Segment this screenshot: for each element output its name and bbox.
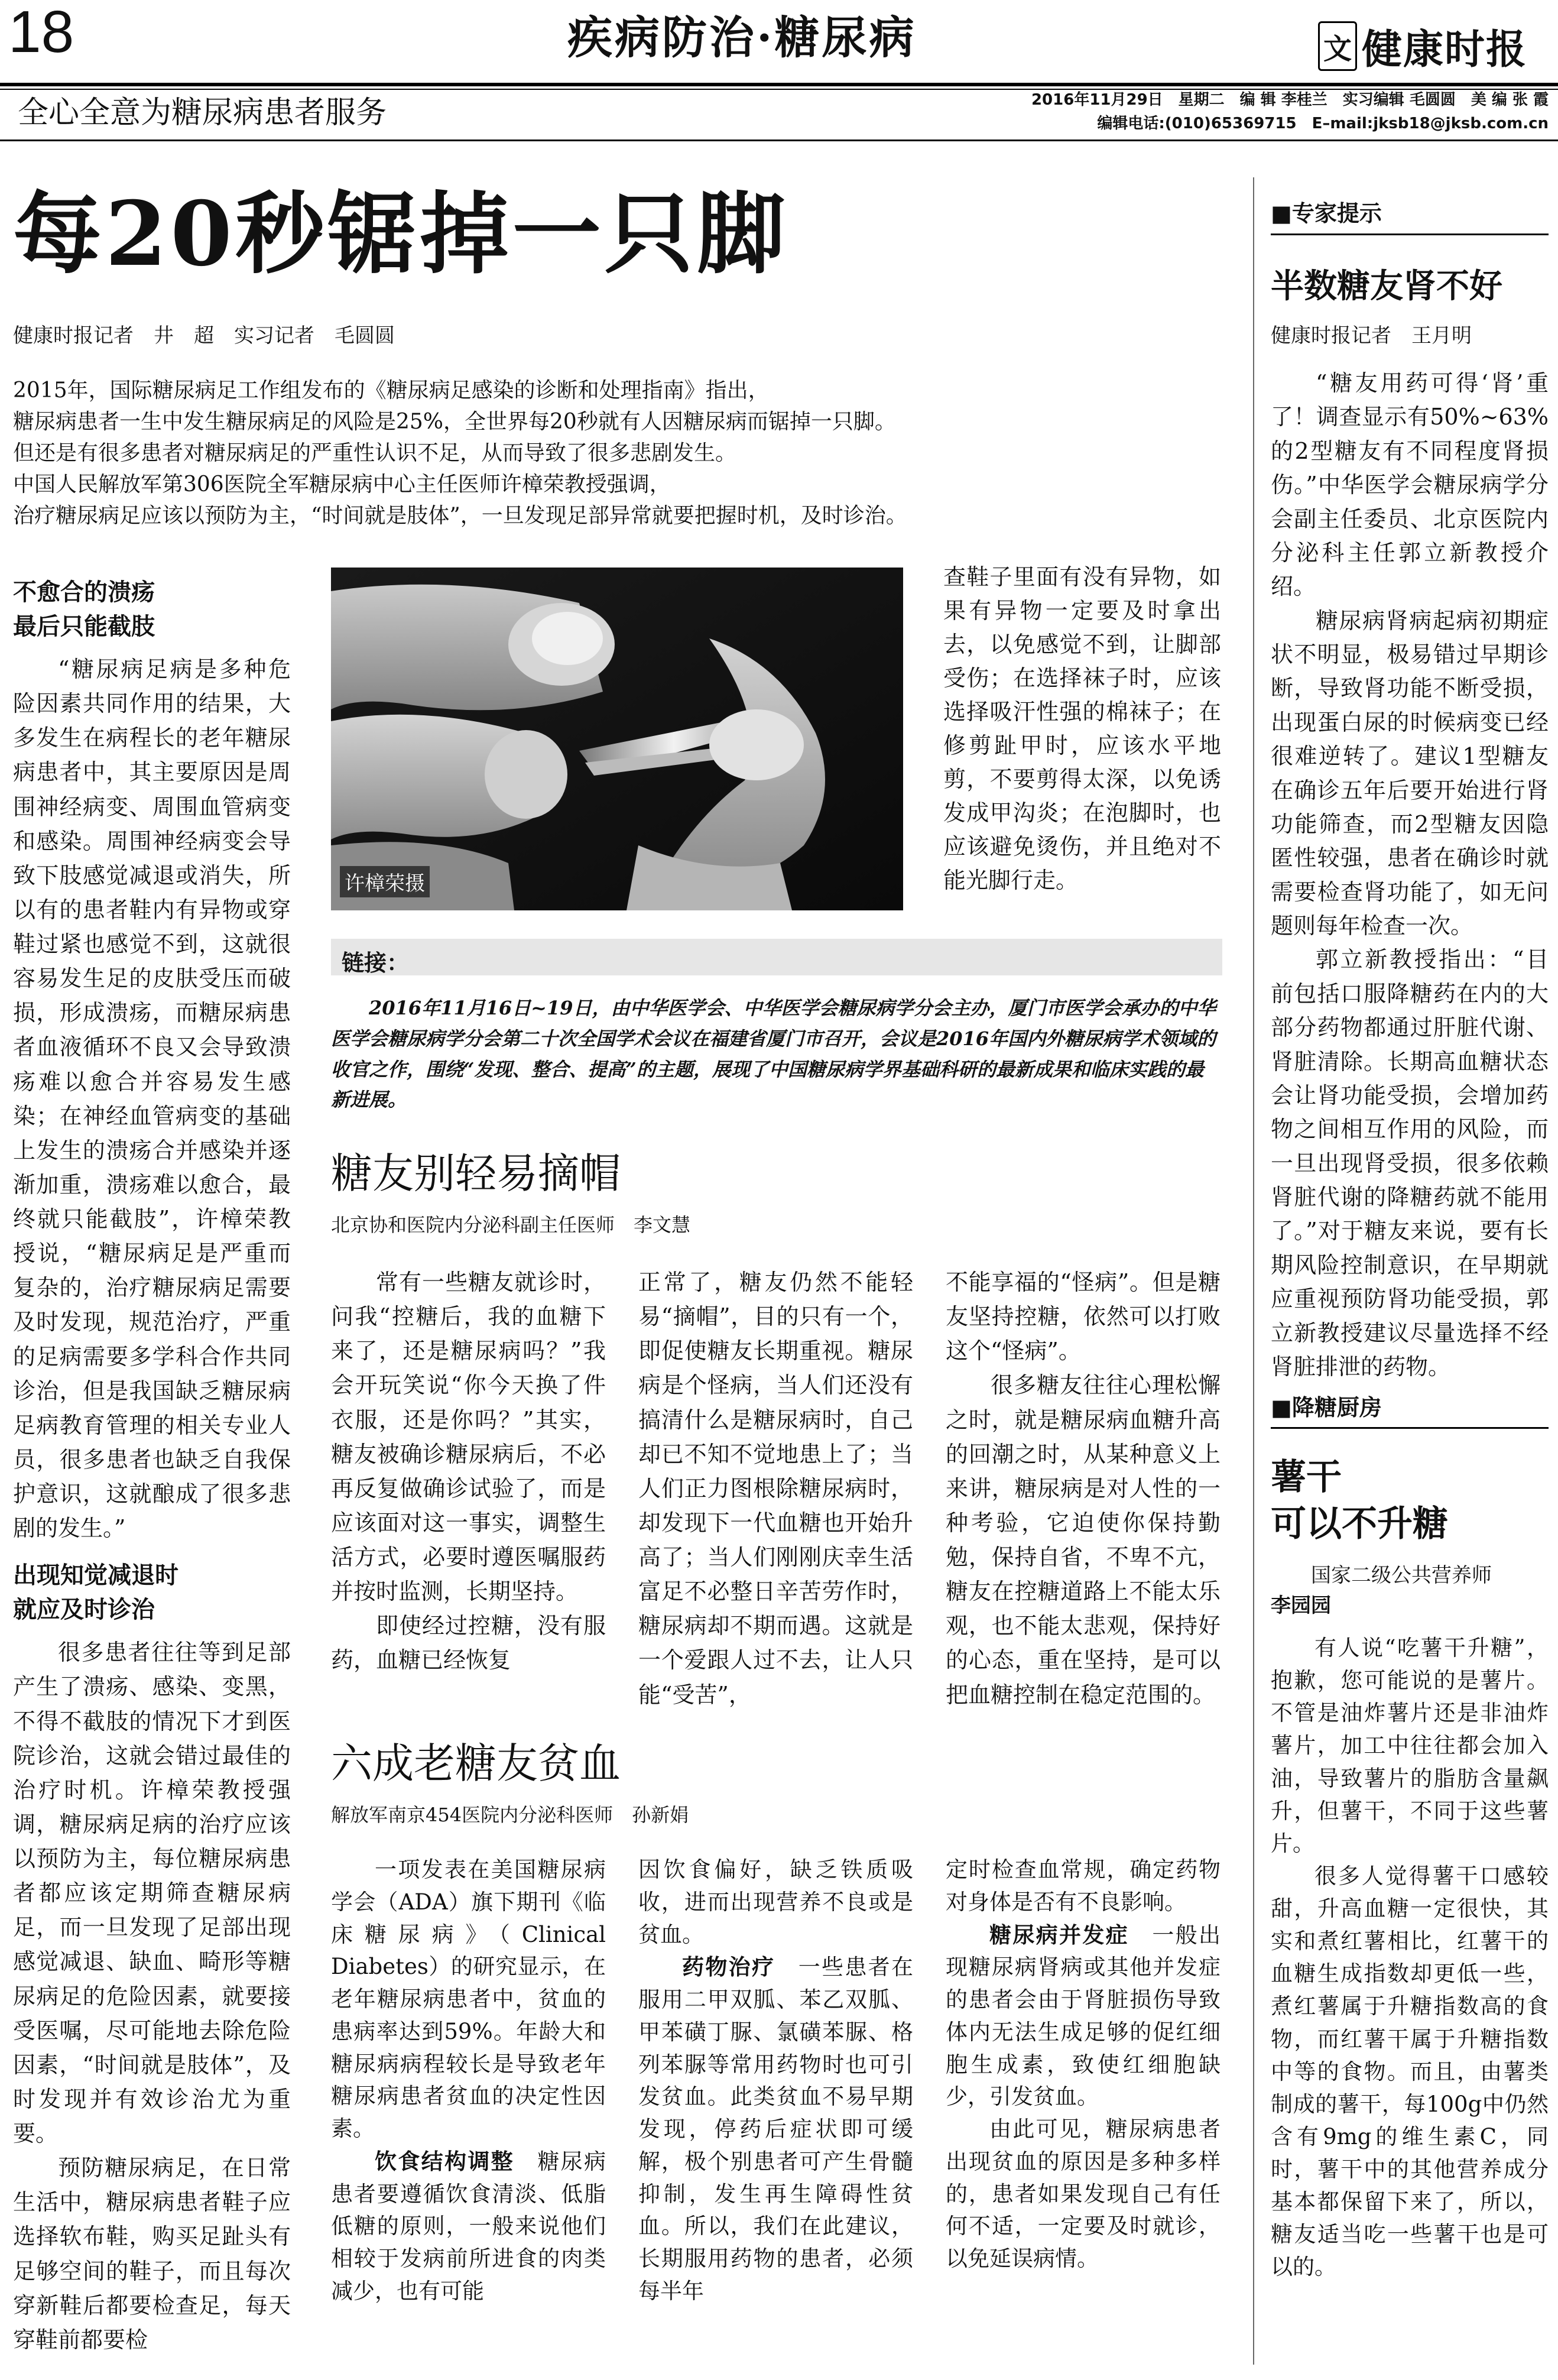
photo-caption: 许樟荣摄 <box>340 866 430 897</box>
article2-column <box>638 1265 913 1712</box>
kitchen-title-line: 可以不升糖 <box>1271 1503 1448 1545</box>
editor-contact-line: 编辑电话:(010)65369715 E–mail:jksb18@jksb.com.cn <box>1097 115 1549 132</box>
article3-title: 六成老糖友贫血 <box>331 1739 621 1788</box>
expert-byline: 健康时报记者 王月明 <box>1271 324 1472 348</box>
lead-line: 治疗糖尿病足应该以预防为主，“时间就是肢体”，一旦发现足部异常就要把握时机，及时诊治。 <box>13 503 907 528</box>
kitchen-title-line: 薯干 <box>1271 1457 1342 1498</box>
inline-subhead: 饮食结构调整 <box>375 2148 514 2174</box>
article2-column <box>946 1265 1221 1712</box>
expert-tips-header: ■专家提示 <box>1271 200 1382 226</box>
article3-column <box>946 1854 1221 2275</box>
subheading-line: 不愈合的溃疡 <box>13 579 155 606</box>
kitchen-header-rule <box>1271 1427 1549 1429</box>
lead-line: 中国人民解放军第306医院全军糖尿病中心主任医师许樟荣教授强调， <box>13 472 671 497</box>
body-paragraph: “糖友用药可得‘肾’重了！调查显示有50%~63%的2型糖友有不同程度肾损伤。”中华医学会糖尿病学分会副主任委员、北京医院内分泌科主任郭立新教授介绍。 <box>1271 370 1549 600</box>
page-number: 18 <box>8 0 74 65</box>
kitchen-body <box>1271 1632 1549 2284</box>
masthead-divider <box>0 140 1558 141</box>
article2-byline: 北京协和医院内分泌科副主任医师 李文慧 <box>331 1214 691 1236</box>
article3-byline: 解放军南京454医院内分泌科医师 孙新娟 <box>331 1804 689 1826</box>
newspaper-logo <box>1318 18 1554 74</box>
photo-illustration <box>331 568 903 910</box>
top-divider <box>0 83 1558 86</box>
main-byline: 健康时报记者 井 超 实习记者 毛圆圆 <box>13 324 395 348</box>
body-paragraph: 由此可见，糖尿病患者出现贫血的原因是多种多样的，患者如果发现自己有任何不适，一定要及时就诊，以免延误病情。 <box>946 2116 1221 2271</box>
expert-header-rule <box>1271 234 1549 235</box>
link-text: 2016年11月16日~19日，由中华医学会、中华医学会糖尿病学分会主办，厦门市医学会承办的中华医学会糖尿病学分会第二十次全国学术会议在福建省厦门市召开，会议是2016年国内外糖尿病学术领域的收官之作，围绕“发现、整合、提高”的主题，展现了中国糖尿病学界基础科研的最新成果和临床实践的最新进展。 <box>331 997 1216 1111</box>
kitchen-title <box>1271 1454 1448 1548</box>
article3-column <box>331 1854 606 2308</box>
subheading-line: 出现知觉减退时 <box>13 1562 178 1590</box>
slogan: 全心全意为糖尿病患者服务 <box>18 95 387 131</box>
inline-subhead: 糖尿病并发症 <box>989 1921 1129 1948</box>
lead-line: 糖尿病患者一生中发生糖尿病足的风险是25%，全世界每20秒就有人因糖尿病而锯掉一只脚。 <box>13 409 896 434</box>
article2-title: 糖友别轻易摘帽 <box>331 1149 621 1198</box>
lead-line: 但还是有很多患者对糖尿病足的严重性认识不足，从而导致了很多悲剧发生。 <box>13 440 737 465</box>
logo-icon: 文 <box>1318 21 1357 71</box>
toenail-trimming-photo <box>331 568 903 910</box>
body-paragraph: 糖尿病肾病起病初期症状不明显，极易错过早期诊断，导致肾功能不断受损，出现蛋白尿的时候病变已经很难逆转了。建议1型糖友在确诊五年后要开始进行肾功能筛查，而2型糖友因隐匿性较强，患者在确诊时就需要检查肾功能了，如无问题则每年检查一次。 <box>1271 607 1549 939</box>
body-paragraph: 常有一些糖友就诊时，问我“控糖后，我的血糖下来了，还是糖尿病吗？”我会开玩笑说“你今天换了件衣服，还是你吗？”其实，糖友被确诊糖尿病后，不必再反复做确诊试验了，而是应该面对这一事实，调整生活方式，必要时遵医嘱服药并按时监测，长期坚持。 <box>331 1269 606 1605</box>
main-article-continued: 查鞋子里面有没有异物，如果有异物一定要及时拿出去，以免感觉不到，让脚部受伤；在选择袜子时，应该选择吸汗性强的棉袜子；在修剪趾甲时，应该水平地剪，不要剪得太深，以免诱发成甲沟炎；在泡脚时，也应该避免烫伤，并且绝对不能光脚行走。 <box>943 564 1221 893</box>
body-paragraph: 郭立新教授指出：“目前包括口服降糖药在内的大部分药物都通过肝脏代谢、肾脏清除。长期高血糖状态会让肾功能受损，会增加药物之间相互作用的风险，而一旦出现肾受损，很多依赖肾脏代谢的降糖药就不能用了。”对于糖友来说，要有长期风险控制意识，在早期就应重视预防肾功能受损，郭立新教授建议尽量选择不经肾脏排泄的药物。 <box>1271 946 1549 1380</box>
body-paragraph: 有人说“吃薯干升糖”，抱歉，您可能说的是薯片。不管是油炸薯片还是非油炸薯片，加工中往往都会加入油，导致薯片的脂肪含量飙升，但薯干，不同于这些薯片。 <box>1271 1635 1549 1856</box>
byline-name: 李园园 <box>1271 1594 1331 1617</box>
logo-text: 健康时报 <box>1362 25 1528 73</box>
inline-text: 一般出现糖尿病肾病或其他并发症的患者会由于肾脏损伤导致体内无法生成足够的促红细胞生成素，致使红细胞缺少，引发贫血。 <box>946 1922 1221 2110</box>
link-label: 链接： <box>342 950 410 976</box>
body-paragraph <box>638 1951 913 2307</box>
inline-text: 一些患者在服用二甲双胍、苯乙双胍、甲苯磺丁脲、氯磺苯脲、格列苯脲等常用药物时也可引发贫血。此类贫血不易早期发现，停药后症状即可缓解，极个别患者可产生骨髓抑制，发生再生障碍性贫血。所以，我们在此建议，长期服用药物的患者，必须每半年 <box>638 1954 914 2304</box>
subheading-line: 最后只能截肢 <box>13 613 155 640</box>
subheading <box>13 1558 291 1627</box>
body-paragraph <box>946 1919 1221 2114</box>
body-paragraph: 一项发表在美国糖尿病学会（ADA）旗下期刊《临床糖尿病》（Clinical Diabetes）的研究显示，在老年糖尿病患者中，贫血的患病率达到59%。年龄大和糖尿病病程较长是导致老年糖尿病患者贫血的决定性因素。 <box>331 1857 606 2141</box>
column-divider <box>1253 177 1254 2365</box>
lead-line: 2015年，国际糖尿病足工作组发布的《糖尿病足感染的诊断和处理指南》指出， <box>13 378 770 403</box>
date-editor-line: 2016年11月29日 星期二 编 辑 李桂兰 实习编辑 毛圆圆 美 编 张 霞 <box>1031 91 1549 109</box>
article3-column <box>638 1854 913 2308</box>
body-paragraph: 预防糖尿病足，在日常生活中，糖尿病患者鞋子应选择软布鞋，购买足趾头有足够空间的鞋子，而且每次穿新鞋后都要检查足，每天穿鞋前都要检 <box>13 2155 291 2353</box>
body-paragraph: 因饮食偏好，缺乏铁质吸收，进而出现营养不良或是贫血。 <box>638 1857 913 1947</box>
subheading-line: 就应及时诊治 <box>13 1596 155 1624</box>
main-article-left-column <box>13 570 291 2357</box>
inline-subhead: 药物治疗 <box>682 1954 775 1980</box>
subheading <box>13 575 291 644</box>
body-paragraph: 很多糖友往往心理松懈之时，就是糖尿病血糖升高的回潮之时，从某种意义上来讲，糖尿病是对人性的一种考验，它迫使你保持勤勉，保持自省，不卑不亢，糖友在控糖道路上不能太乐观，也不能太悲观，保持好的心态，重在坚持，是可以把血糖控制在稳定范围的。 <box>946 1372 1221 1708</box>
body-paragraph: 正常了，糖友仍然不能轻易“摘帽”，目的只有一个，即促使糖友长期重视。糖尿病是个怪病，当人们还没有搞清什么是糖尿病时，自己却已不知不觉地患上了；当人们正力图根除糖尿病时，却发现下一代血糖也开始升高了；当人们刚刚庆幸生活富足不必整日辛苦劳作时，糖尿病却不期而遇。这就是一个爱跟人过不去，让人只能“受苦”， <box>638 1269 913 1708</box>
main-lead <box>13 375 1254 532</box>
byline-role: 国家二级公共营养师 <box>1311 1564 1492 1587</box>
expert-body <box>1271 367 1549 1384</box>
body-paragraph: 不能享福的“怪病”。但是糖友坚持控糖，依然可以打败这个“怪病”。 <box>946 1269 1221 1364</box>
expert-title: 半数糖友肾不好 <box>1271 267 1502 306</box>
body-paragraph: 很多患者往往等到足部产生了溃疡、感染、变黑，不得不截肢的情况下才到医院诊治，这就会错过最佳的治疗时机。许樟荣教授强调，糖尿病足病的治疗应该以预防为主，每位糖尿病患者都应该定期筛查糖尿病足，而一旦发现了足部出现感觉减退、缺血、畸形等糖尿病足的危险因素，就要接受医嘱，尽可能地去除危险因素，“时间就是肢体”，及时发现并有效诊治尤为重要。 <box>13 1639 291 2146</box>
body-paragraph: “糖尿病足病是多种危险因素共同作用的结果，大多发生在病程长的老年糖尿病患者中，其主要原因是周围神经病变、周围血管病变和感染。周围神经病变会导致下肢感觉减退或消失，所以有的患者鞋内有异物或穿鞋过紧也感觉不到，这就很容易发生足的皮肤受压而破损，形成溃疡，而糖尿病患者血液循环不良又会导致溃疡难以愈合并容易发生感染；在神经血管病变的基础上发生的溃疡合并感染并逐渐加重，溃疡难以愈合，最终就只能截肢”，许樟荣教授说，“糖尿病足是严重而复杂的，治疗糖尿病足需要及时发现，规范治疗，严重的足病需要多学科合作共同诊治，但是我国缺乏糖尿病足病教育管理的相关专业人员，很多患者也缺乏自我保护意识，这就酿成了很多悲剧的发生。” <box>13 656 291 1542</box>
kitchen-header: ■降糖厨房 <box>1271 1395 1382 1421</box>
body-paragraph <box>331 2145 606 2308</box>
article2-column <box>331 1265 606 1678</box>
body-paragraph: 即使经过控糖，没有服药，血糖已经恢复 <box>331 1613 606 1674</box>
main-headline: 每20秒锯掉一只脚 <box>13 182 789 286</box>
section-title: 疾病防治·糖尿病 <box>567 11 917 64</box>
body-paragraph: 很多人觉得薯干口感较甜，升高血糖一定很快，其实和煮红薯相比，红薯干的血糖生成指数却更低一些，煮红薯属于升糖指数高的食物，而红薯干属于升糖指数中等的食物。而且，由薯类制成的薯干，每100g中仍然含有9mg的维生素C，同时，薯干中的其他营养成分基本都保留下来了，所以，糖友适当吃一些薯干也是可以的。 <box>1271 1863 1549 2280</box>
inline-text: 糖尿病患者要遵循饮食清淡、低脂低糖的原则，一般来说他们相较于发病前所进食的肉类减少，也有可能 <box>331 2148 606 2304</box>
kitchen-byline <box>1271 1561 1549 1621</box>
body-paragraph: 定时检查血常规，确定药物对身体是否有不良影响。 <box>946 1857 1221 1915</box>
link-box-header <box>331 939 1222 975</box>
